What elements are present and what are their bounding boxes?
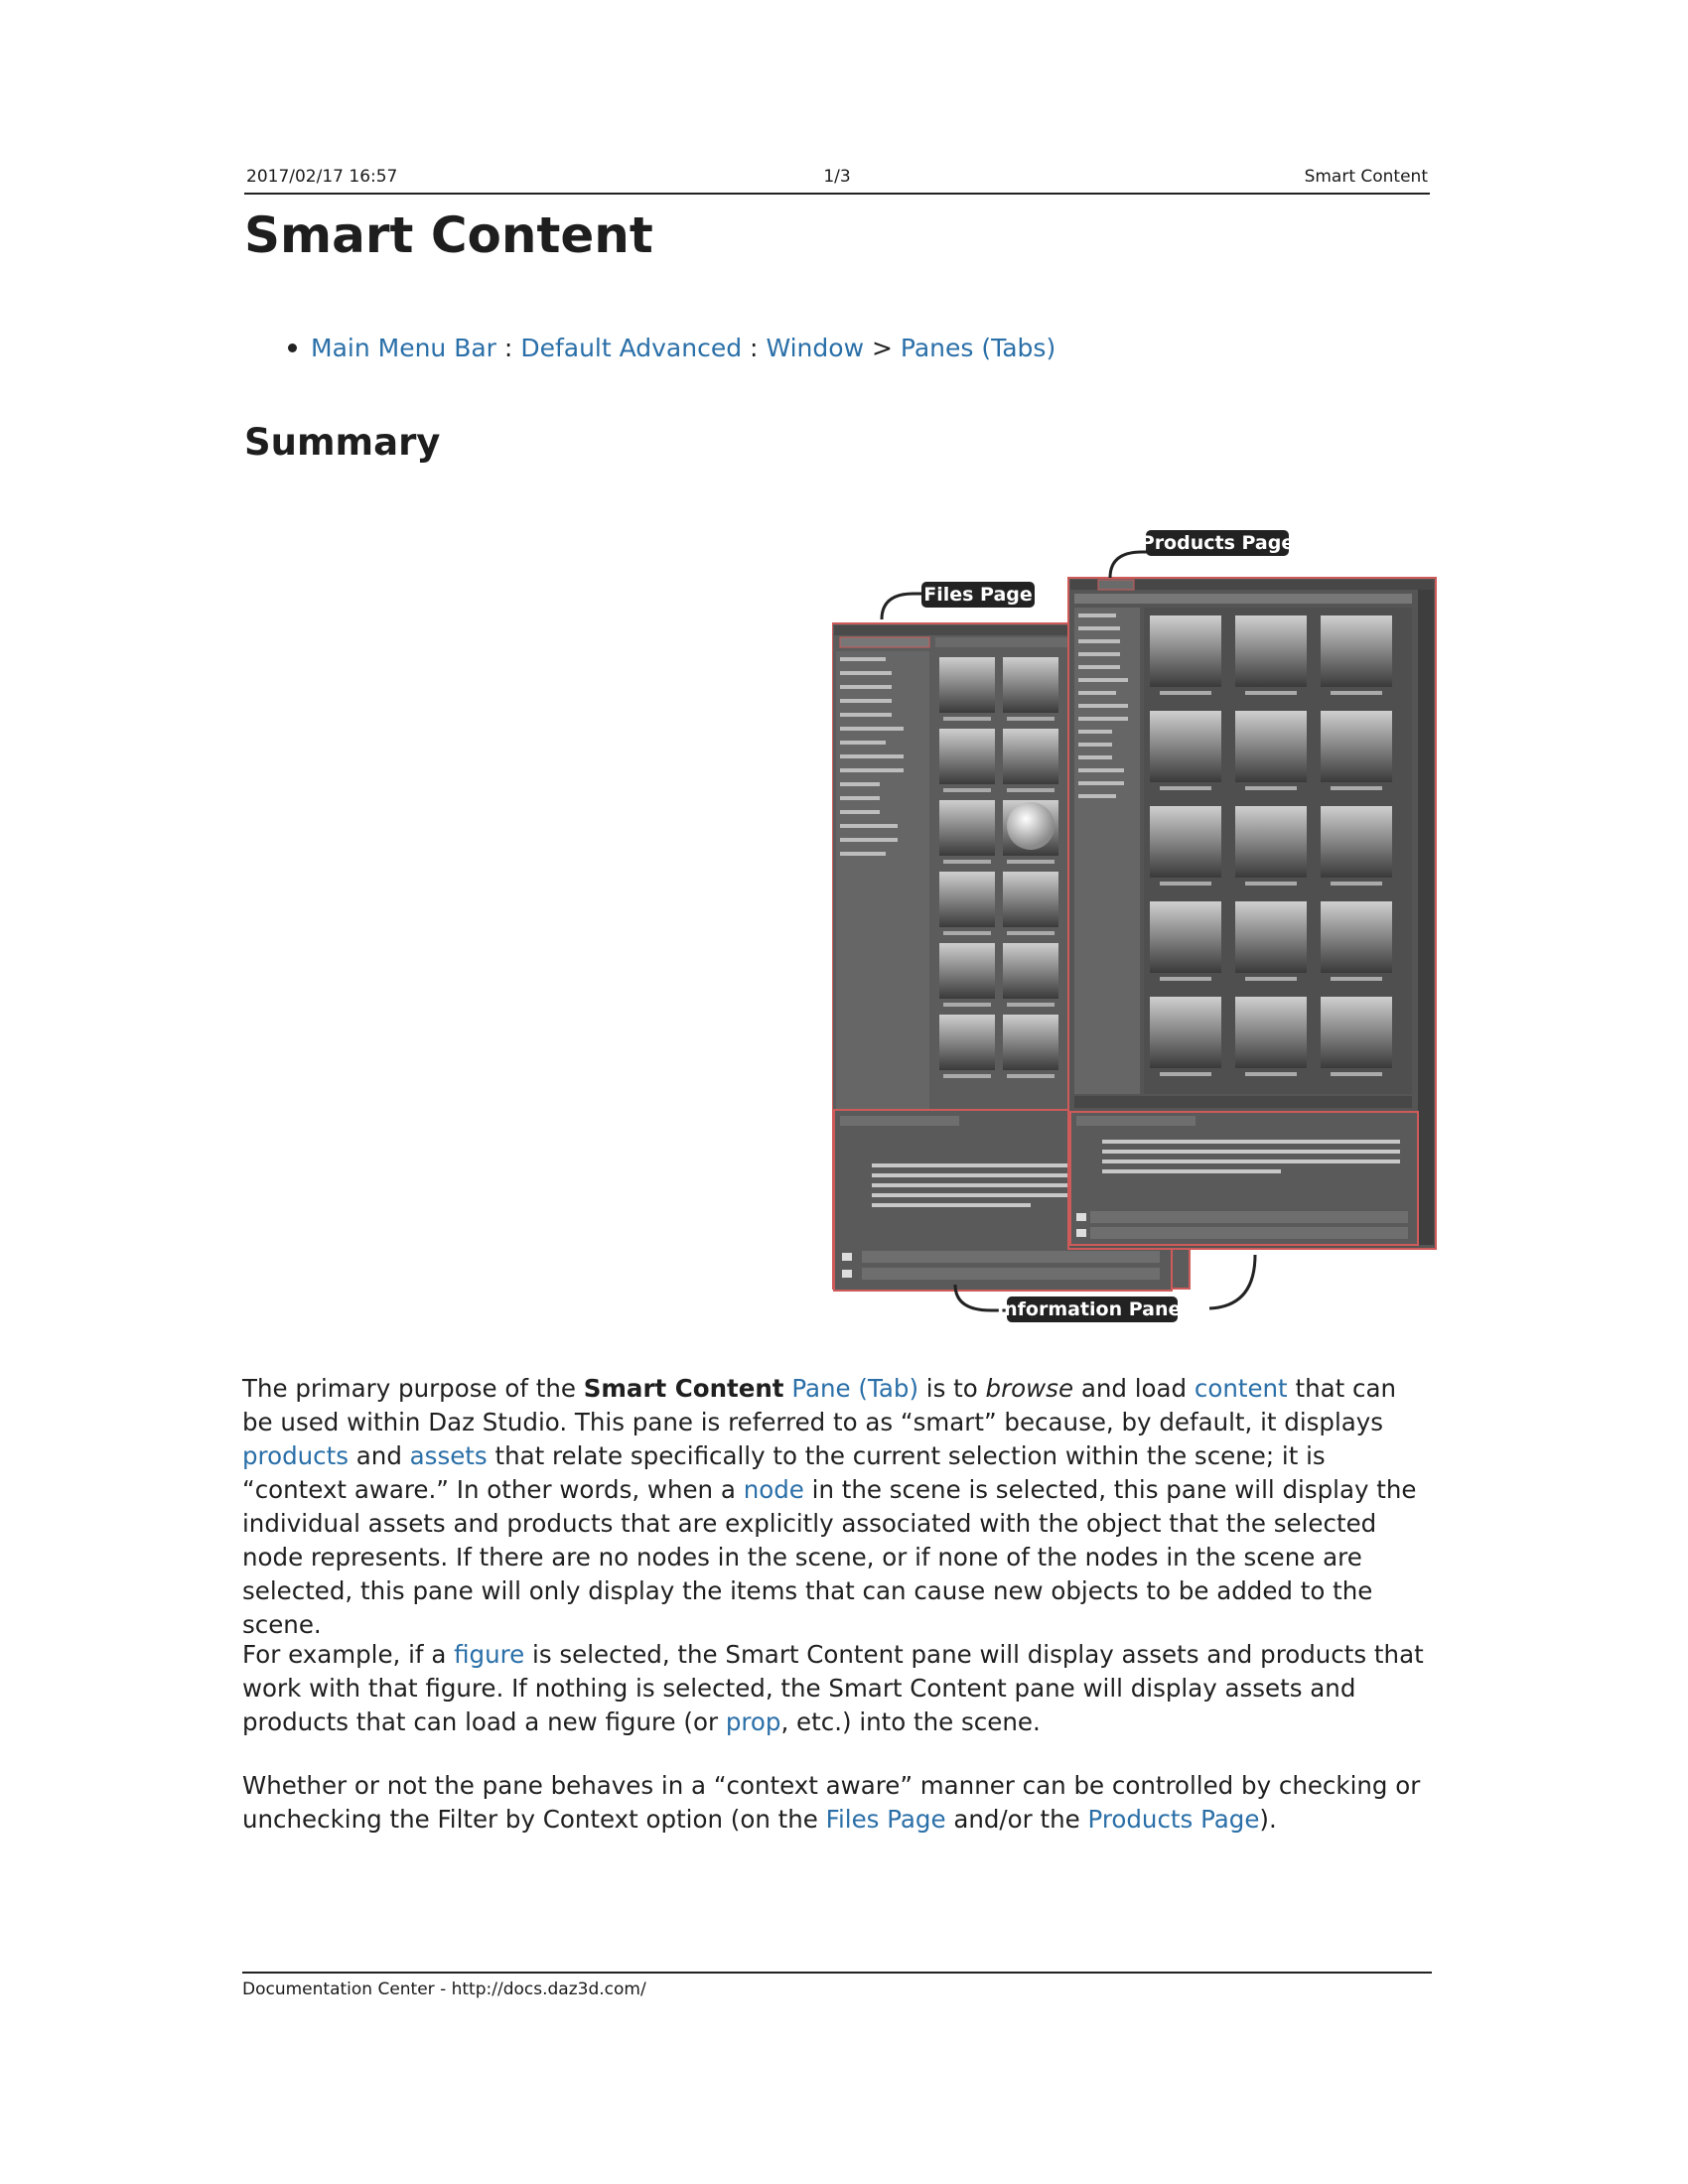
thumbnail-image [1235,901,1307,973]
link-figure[interactable]: figure [454,1640,525,1669]
thumbnail-image [1321,711,1392,782]
paragraph-context-aware [242,1769,1434,1837]
thumbnail-caption-mark [1245,882,1297,886]
thumbnail-caption-mark [943,1003,991,1007]
thumbnail-caption-mark [1007,717,1055,721]
header-page-number: 1/3 [823,167,851,187]
bullet-icon [288,343,297,352]
thumbnail-caption-mark [943,788,991,792]
thumbnail-image [1003,1015,1058,1070]
thumbnail-image [1321,997,1392,1068]
thumbnail-image [939,943,995,999]
category-item-mark [840,741,886,745]
text-run: and/or the [945,1805,1088,1834]
category-item-mark [840,671,892,675]
thumbnail-caption-mark [1160,786,1211,790]
text-run: ). [1259,1805,1277,1834]
callout-files-page [921,582,1035,608]
thumbnail-caption-mark [1245,1072,1297,1076]
category-item-mark [1078,768,1124,772]
text-run: The primary purpose of the [242,1374,584,1403]
thumbnail-image [1003,943,1058,999]
paragraph-example [242,1638,1434,1739]
page-footer [242,1972,1432,1999]
thumbnail-caption-mark [1007,931,1055,935]
thumbnail-image [1321,901,1392,973]
category-item-mark [840,810,880,814]
thumbnail-caption-mark [1160,977,1211,981]
breadcrumb-separator: : [750,334,759,362]
tip-line-mark [1102,1150,1400,1154]
products-thumbnail-grid [1150,615,1392,1076]
summary-heading: Summary [244,421,441,464]
thumbnail-image [939,800,995,856]
thumbnail-caption-mark [1007,1074,1055,1078]
thumbnail-image [1235,806,1307,878]
category-item-mark [1078,665,1120,669]
thumbnail-caption-mark [1245,977,1297,981]
callout-products-page [1141,530,1294,556]
category-item-mark [840,852,886,856]
tip-line-mark [1102,1140,1400,1144]
page-header [244,167,1430,195]
bold-smart-content: Smart Content [583,1374,784,1403]
thumbnail-caption-mark [1007,1003,1055,1007]
thumbnail-image [1150,901,1221,973]
thumbnail-image [1235,711,1307,782]
category-item-mark [840,657,886,661]
category-item-mark [1078,652,1120,656]
thumbnail-caption-mark [943,931,991,935]
thumbnail-caption-mark [1245,786,1297,790]
thumbnail-caption-mark [1331,691,1382,695]
thumbnail-image [1150,997,1221,1068]
thumbnail-image [939,657,995,713]
callout-information-panel [997,1297,1188,1322]
footer-text: Documentation Center - http://docs.daz3d.com/ [242,1979,646,1999]
thumbnail-caption-mark [1007,860,1055,864]
category-item-mark [1078,717,1128,721]
thumbnail-image [1235,615,1307,687]
link-content[interactable]: content [1194,1374,1288,1403]
text-run: and [349,1441,410,1470]
thumbnail-image [1003,657,1058,713]
category-item-mark [840,699,892,703]
category-item-mark [840,685,892,689]
thumbnail-caption-mark [943,717,991,721]
link-products[interactable]: products [242,1441,349,1470]
category-item-mark [1078,781,1124,785]
thumbnail-caption-mark [1160,691,1211,695]
breadcrumb [288,334,1055,362]
category-item-mark [1078,691,1116,695]
category-item-mark [840,727,904,731]
products-page-panel [1068,578,1436,1249]
tip-line-mark [1102,1160,1400,1163]
thumbnail-caption-mark [1160,882,1211,886]
link-pane-tab[interactable]: Pane (Tab) [791,1374,918,1403]
category-item-mark [840,796,880,800]
tip-line-mark [1102,1169,1281,1173]
category-item-mark [840,754,904,758]
thumbnail-image [939,872,995,927]
link-node[interactable]: node [743,1475,804,1504]
paragraph-purpose [242,1372,1434,1642]
link-assets[interactable]: assets [409,1441,488,1470]
category-item-mark [840,768,904,772]
text-run: Whether or not the pane behaves in a “context aware” manner can be controlled by checking or unchecking the Filter by Context option (on the [242,1771,1421,1834]
thumbnail-image [1150,806,1221,878]
callout-files-page-label: Files Page [923,584,1033,606]
callout-products-page-label: Products Page [1140,532,1295,554]
text-run: that relate specifically to the current selection within the scene; it is “context aware.” In other words, when a [242,1441,1326,1504]
text-run: and load [1073,1374,1195,1403]
category-item-mark [840,713,892,717]
thumbnail-image [1150,711,1221,782]
italic-browse: browse [985,1374,1074,1403]
text-run: , etc.) into the scene. [780,1707,1041,1736]
sphere-thumbnail [1007,802,1055,850]
thumbnail-image [939,1015,995,1070]
thumbnail-image [1321,806,1392,878]
thumbnail-image [939,729,995,784]
category-item-mark [1078,678,1128,682]
breadcrumb-link-default-advanced[interactable]: Default Advanced [520,334,743,362]
text-run: in the scene is selected, this pane will display the individual assets and products that are explicitly associated with the object that the selected node represents. If there are no nodes in the scene, or if none of the nodes in the scene are selected, this pane will only display the items that can cause new objects to be added to the scene. [242,1475,1417,1639]
link-products-page[interactable]: Products Page [1087,1805,1260,1834]
page-title: Smart Content [244,206,653,264]
thumbnail-caption-mark [1007,788,1055,792]
text-run: is to [918,1374,986,1403]
breadcrumb-separator: : [503,334,513,362]
thumbnail-image [1003,872,1058,927]
breadcrumb-link-window[interactable]: Window [766,334,865,362]
thumbnail-image [1321,615,1392,687]
smart-content-figure [832,528,1440,1342]
thumbnail-caption-mark [1160,1072,1211,1076]
breadcrumb-link-panes-tabs[interactable]: Panes (Tabs) [900,334,1056,362]
text-run: that can be used within Daz Studio. This pane is referred to as “smart” because, by default, it displays [242,1374,1397,1436]
category-item-mark [1078,743,1112,747]
category-item-mark [840,782,880,786]
thumbnail-caption-mark [1331,786,1382,790]
text-run: For example, if a [242,1640,455,1669]
category-item-mark [1078,626,1120,630]
category-item-mark [1078,755,1112,759]
category-item-mark [1078,639,1120,643]
thumbnail-caption-mark [1331,977,1382,981]
thumbnail-caption-mark [943,1074,991,1078]
text-run: is selected, the Smart Content pane will display assets and products that work with that figure. If nothing is selected, the Smart Content pane will display assets and products that can load a new figure (or [242,1640,1424,1736]
category-item-mark [1078,614,1116,617]
thumbnail-image [1235,997,1307,1068]
thumbnail-caption-mark [943,860,991,864]
category-item-mark [1078,730,1112,734]
breadcrumb-separator: > [871,334,893,362]
thumbnail-caption-mark [1245,691,1297,695]
link-prop[interactable]: prop [725,1707,781,1736]
category-item-mark [1078,704,1128,708]
tip-line-mark [872,1203,1031,1207]
breadcrumb-link-main-menu-bar[interactable]: Main Menu Bar [311,334,496,362]
link-files-page[interactable]: Files Page [825,1805,946,1834]
thumbnail-caption-mark [1331,1072,1382,1076]
header-timestamp: 2017/02/17 16:57 [246,167,398,187]
header-doc-title: Smart Content [1304,167,1428,187]
category-item-mark [1078,794,1116,798]
thumbnail-image [1150,615,1221,687]
callout-information-panel-label: Information Panel [997,1298,1188,1320]
thumbnail-caption-mark [1331,882,1382,886]
thumbnail-image [1003,729,1058,784]
category-item-mark [840,838,898,842]
category-item-mark [840,824,898,828]
